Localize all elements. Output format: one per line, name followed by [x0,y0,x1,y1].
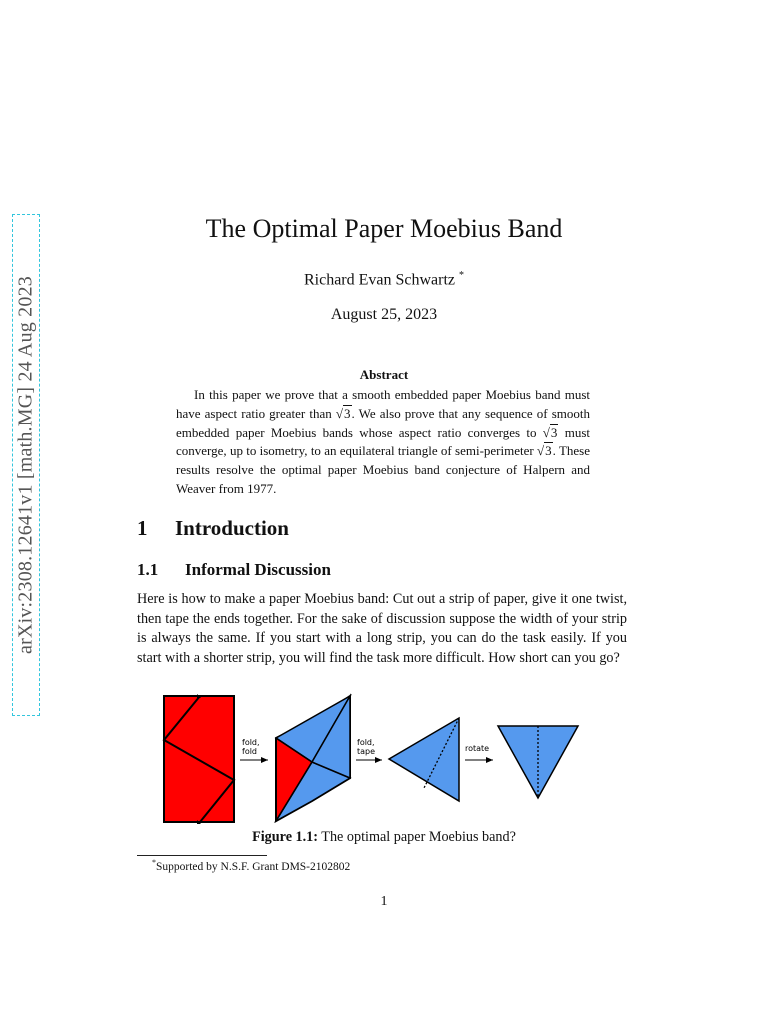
author-footnote-mark: * [459,270,465,281]
footnote-text: Supported by N.S.F. Grant DMS-2102802 [156,860,351,873]
author-line [0,270,768,289]
footnote-mark: * [152,858,156,867]
abstract-part-3: must converge, up to isometry, to an equilateral triangle of semi-perimeter [176,424,590,459]
section-number: 1 [137,516,148,540]
step-label-1a: fold, [242,738,260,747]
paper-date: August 25, 2023 [330,306,438,323]
body-text [137,590,627,669]
abstract-paragraph [176,386,590,499]
sqrt-radicand: 3 [344,405,351,421]
step-label-1b: fold [242,747,258,756]
caption-text: The optimal paper Moebius band? [318,829,516,845]
sqrt-radicand: 3 [550,424,558,440]
intro-paragraph: Here is how to make a paper Moebius band: Cut out a strip of paper, give it one twist, then tape the ends together. For the sake of discussion suppose the width of your strip is always the same. If you start with a long strip, you can do the task easily. If you start with a shorter strip, you will find the task more difficult. How short can you go? [137,591,627,667]
figure-moebius-folding [160,688,590,828]
sqrt-symbol: √3 [542,424,558,440]
step-label-3: rotate [465,744,490,753]
page-number: 1 [380,894,388,909]
author-name: Richard Evan Schwartz [303,271,456,289]
sqrt-symbol: √3 [335,405,351,421]
subsection-title: Informal Discussion [185,560,331,579]
abstract-part-4: . These results resolve the optimal paper Moebius band conjecture of Halpern and Weaver from 1977. [176,443,590,496]
section-heading [137,516,289,541]
sqrt-radicand: 3 [545,443,552,459]
figure-caption [0,829,768,846]
paper-title: The Optimal Paper Moebius Band [205,214,563,243]
abstract-body [176,386,590,499]
section-title: Introduction [175,516,289,540]
sqrt-symbol: √3 [537,443,552,459]
caption-label: Figure 1.1: [252,829,318,845]
abstract-heading: Abstract [359,367,409,382]
abstract-part-2: . We also prove that any sequence of smooth embedded paper Moebius bands whose aspect ratio converges to [176,405,590,440]
footnote-rule [137,855,267,856]
step-label-2b: tape [357,747,376,756]
footnote [152,858,350,873]
arxiv-identifier: arXiv:2308.12641v1 [math.MG] 24 Aug 2023 [14,276,37,654]
triangle-blue [389,718,459,801]
figure-diagram [160,688,590,828]
step-label-2a: fold, [357,738,375,747]
subsection-number: 1.1 [137,560,159,579]
subsection-heading [137,560,331,580]
abstract-part-1: In this paper we prove that a smooth embedded paper Moebius band must have aspect ratio greater than [176,387,590,421]
